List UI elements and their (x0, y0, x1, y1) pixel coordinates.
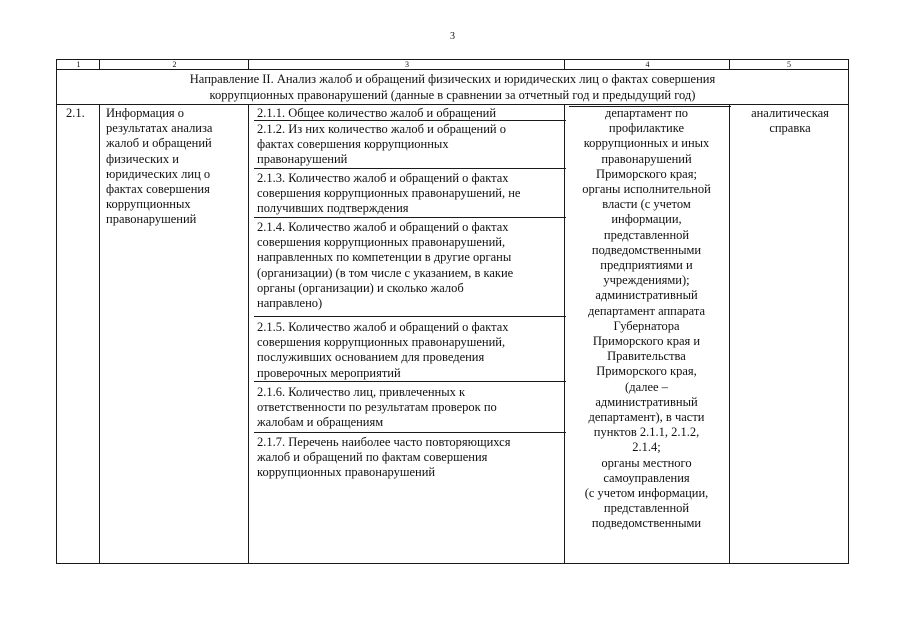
text-line: департамент), в части (588, 410, 705, 425)
text-line: департамент аппарата (587, 303, 706, 318)
column-number-3: 3 (405, 60, 409, 69)
text-line: Приморского края, (596, 364, 697, 379)
text-line: 2.1.4. Количество жалоб и обращений о фактах (257, 220, 509, 234)
text-line: совершения коррупционных правонарушений, не (257, 186, 521, 201)
text-line: (далее – (625, 379, 668, 394)
text-line: Приморского края; (596, 166, 697, 181)
text-line: коррупционных (106, 197, 191, 212)
text-line: пунктов 2.1.1, 2.1.2, (593, 425, 700, 440)
text-line: правонарушений (106, 212, 197, 227)
text-line: фактах совершения (106, 182, 210, 197)
text-line: информации, (611, 212, 682, 227)
subitem-2-1-2 (257, 122, 562, 168)
text-line: Информация о (106, 106, 185, 120)
subitem-2-1-5 (257, 320, 562, 381)
text-line: (с учетом информации, (584, 486, 709, 501)
text-line: результатах анализа (106, 121, 213, 136)
text-line: подведомственными (591, 516, 702, 531)
text-line: Приморского края и (592, 334, 701, 349)
text-line: совершения коррупционных правонарушений, (257, 335, 506, 350)
column-number-2: 2 (172, 60, 177, 69)
text-line: Губернатора (613, 318, 680, 333)
text-line: департамент по (604, 106, 689, 120)
text-line: органы (организации) и сколько жалоб (257, 280, 464, 295)
text-line: жалоб и обращений по фактам совершения (257, 450, 488, 465)
text-line: представленной (603, 227, 690, 242)
subitem-2-1-7 (257, 435, 562, 481)
text-line: фактах совершения коррупционных (257, 137, 449, 152)
subitem-2-1-3 (257, 171, 562, 217)
subitem-2-1-1 (257, 106, 562, 121)
text-line: 2.1.5. Количество жалоб и обращений о фактах (257, 320, 509, 334)
column-number-4: 4 (645, 60, 650, 69)
text-line: административный (595, 288, 698, 303)
text-line: органы местного (601, 455, 692, 470)
text-line: физических и (106, 151, 179, 166)
text-line: юридических лиц о (106, 166, 211, 181)
text-line: (организации) (в том числе с указанием, в какие (257, 265, 514, 280)
text-line: жалобам и обращениям (257, 415, 384, 430)
text-line: послуживших основанием для проведения (257, 350, 485, 365)
text-line: органы исполнительной (582, 182, 711, 197)
text-line: правонарушений (601, 151, 692, 166)
text-line: административный (595, 394, 698, 409)
text-line: представленной (603, 501, 690, 516)
subitem-2-1-4 (257, 220, 562, 311)
text-line: правонарушений (257, 152, 348, 167)
text-line: коррупционных и иных (583, 136, 710, 151)
column-number-5: 5 (787, 60, 791, 69)
text-line: подведомственными (591, 242, 702, 257)
row-number: 2.1. (66, 106, 85, 120)
responsible-body (567, 106, 726, 532)
text-line: направленных по компетенции в другие органы (257, 250, 512, 265)
text-line: 2.1.3. Количество жалоб и обращений о фактах (257, 171, 509, 185)
row-description (106, 106, 246, 228)
text-line: проверочных мероприятий (257, 365, 401, 380)
text-line: 2.1.1. Общее количество жалоб и обращений (257, 106, 497, 120)
text-line: жалоб и обращений (106, 136, 212, 151)
text-line: Правительства (607, 349, 686, 364)
text-line: 2.1.2. Из них количество жалоб и обращений о (257, 122, 506, 136)
page-number: 3 (450, 31, 455, 42)
text-line: предприятиями и (600, 258, 693, 273)
text-line: учреждениями); (603, 273, 690, 288)
text-line: профилактике (608, 121, 685, 136)
section-title (57, 71, 848, 103)
text-line: направлено) (257, 296, 323, 311)
text-line: коррупционных правонарушений (257, 465, 436, 480)
text-line: справка (769, 121, 811, 136)
text-line: аналитическая (751, 106, 829, 120)
text-line: получивших подтверждения (257, 201, 409, 216)
text-line: власти (с учетом (602, 197, 691, 212)
section-title-line: коррупционных правонарушений (данные в сравнении за отчетный год и предыдущий год) (209, 88, 696, 102)
text-line: ответственности по результатам проверок по (257, 400, 497, 415)
report-form (732, 106, 848, 136)
subitem-2-1-6 (257, 385, 562, 431)
text-line: самоуправления (603, 470, 690, 485)
text-line: совершения коррупционных правонарушений, (257, 235, 506, 250)
text-line: 2.1.7. Перечень наиболее часто повторяющихся (257, 435, 511, 449)
column-number-1: 1 (76, 60, 81, 69)
text-line: 2.1.4; (632, 440, 661, 455)
section-title-line: Направление II. Анализ жалоб и обращений физических и юридических лиц о фактах совершения (189, 72, 716, 86)
text-line: 2.1.6. Количество лиц, привлеченных к (257, 385, 466, 399)
